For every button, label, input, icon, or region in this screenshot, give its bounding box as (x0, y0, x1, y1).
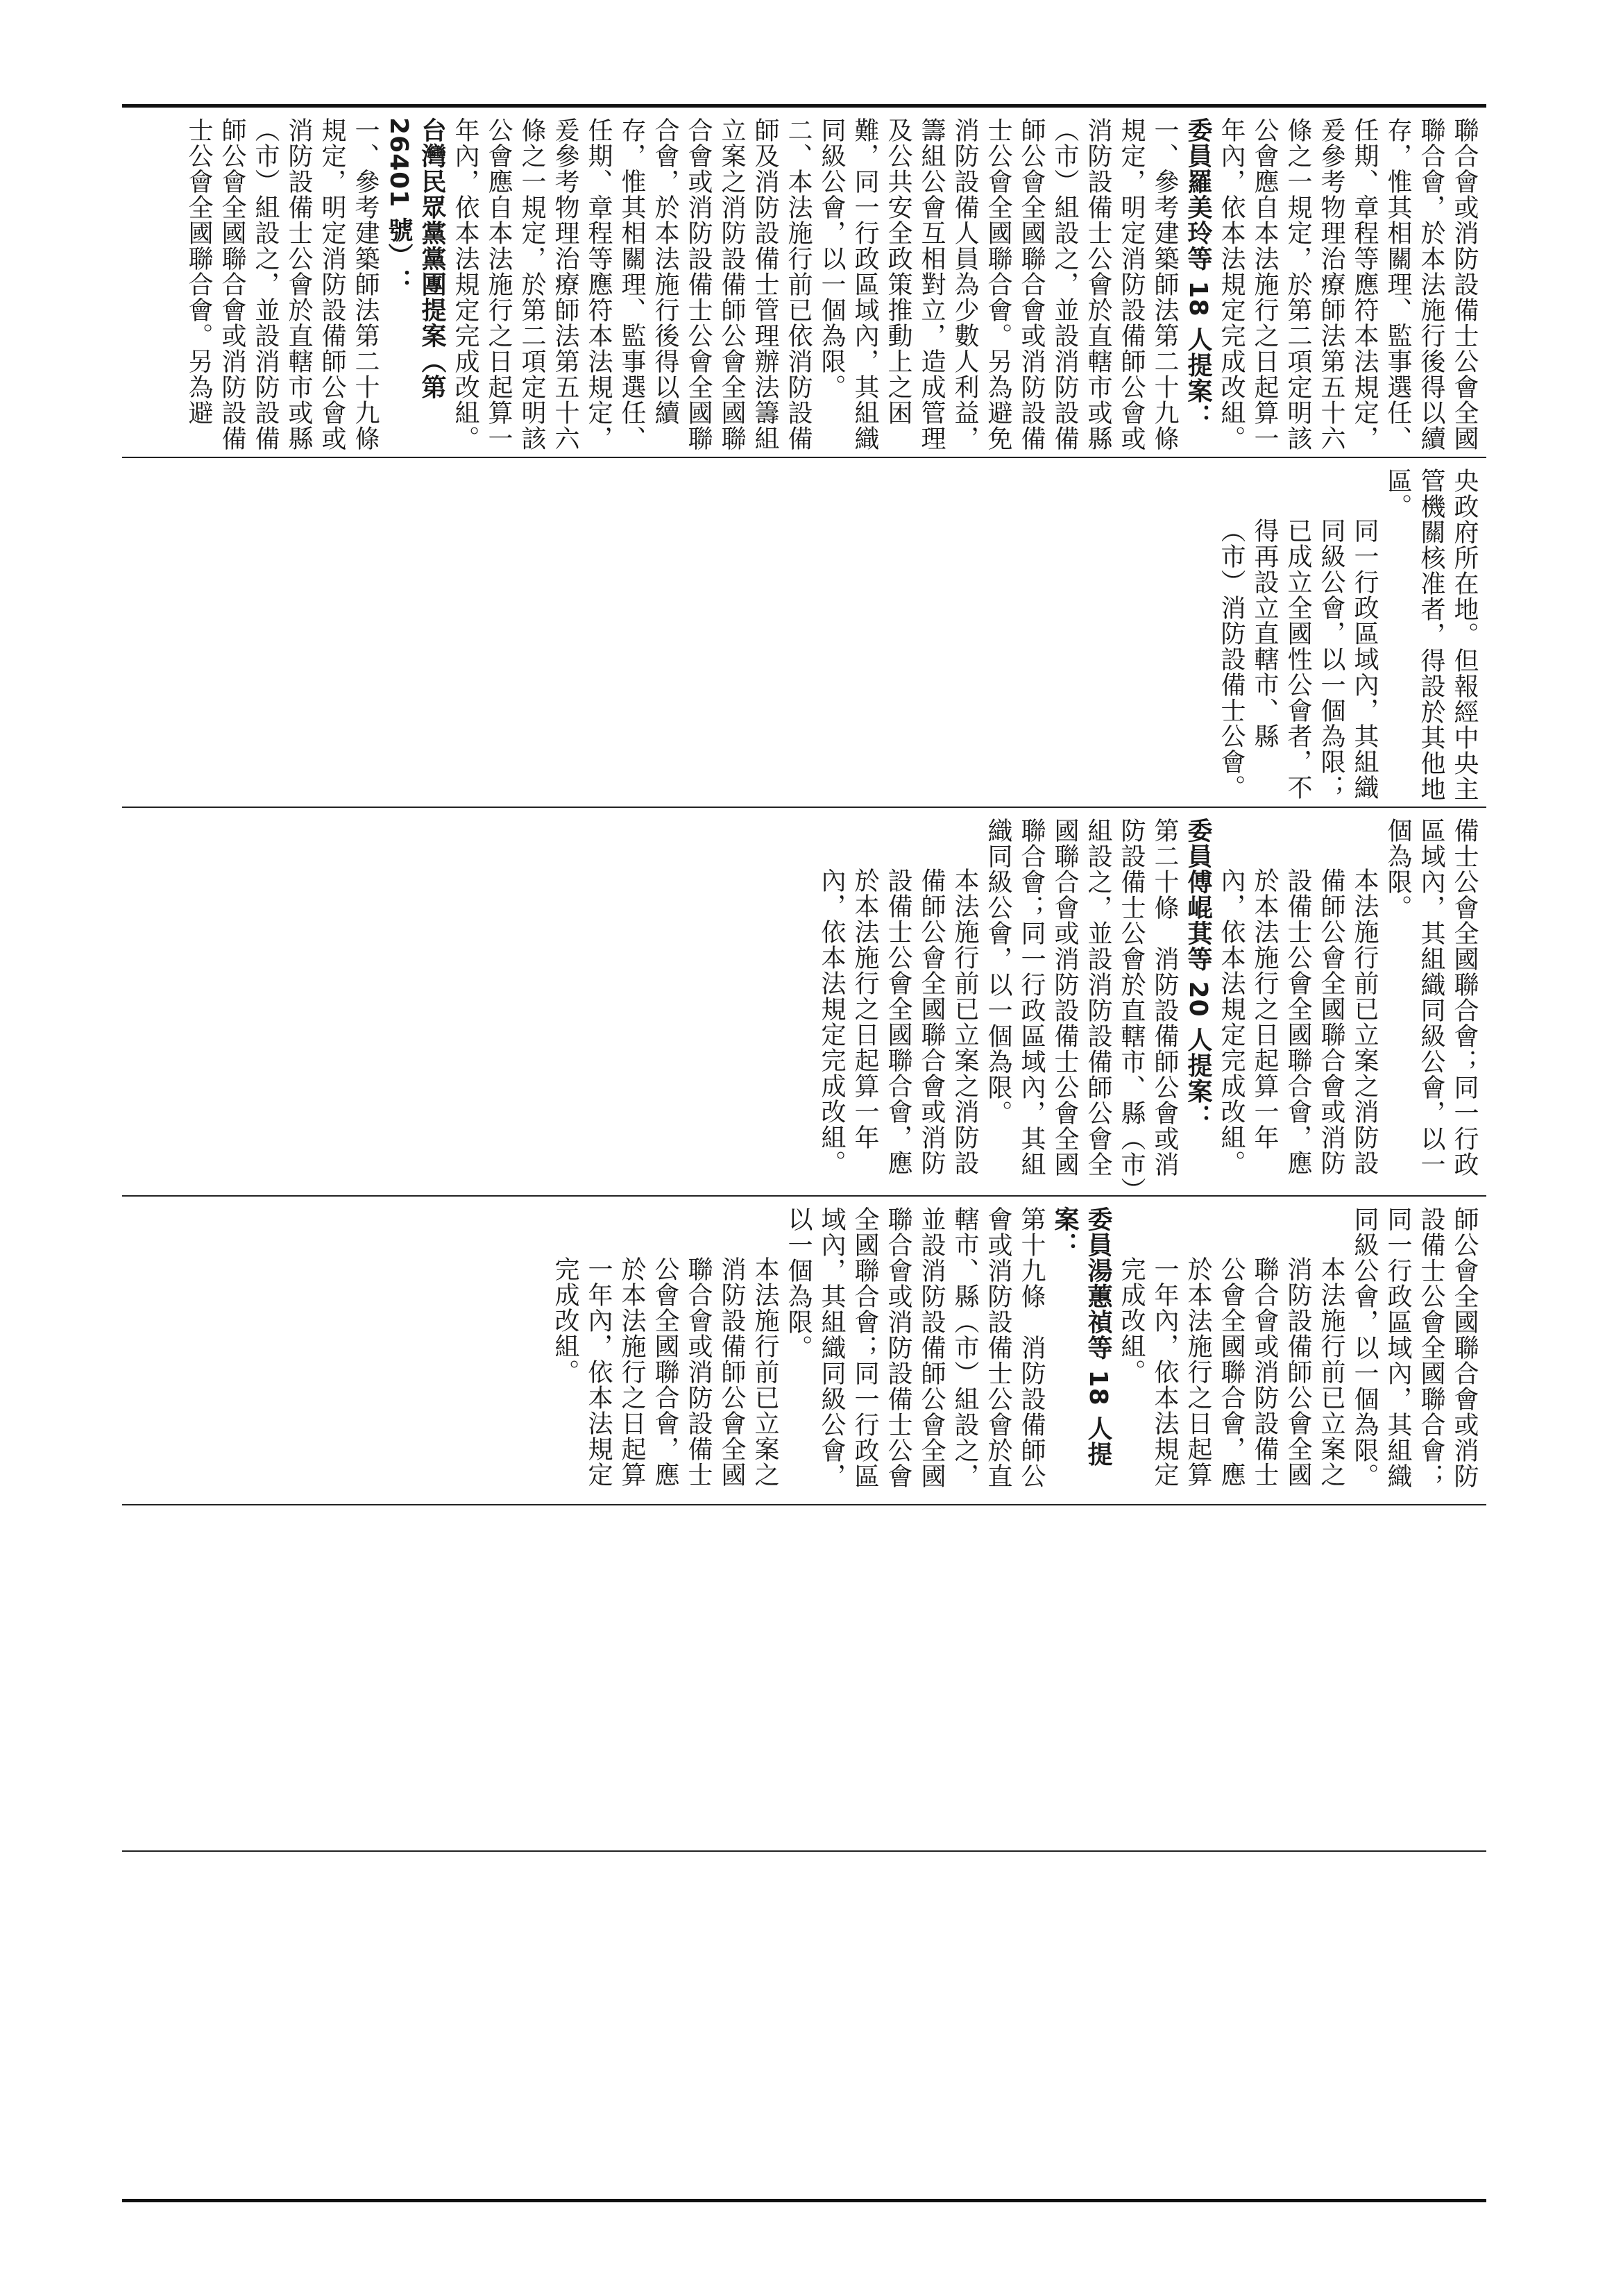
table-row-empty (122, 1505, 1486, 1850)
paragraph: 本法施行前已立案之消防設備師公會全國聯合會或消防設備士公會全國聯合會，應於本法施行之日起算一年內，依本法規定完成改組。 (1117, 1256, 1345, 1487)
paragraph: 本法施行前已立案之消防設備師公會全國聯合會或消防設備士公會全國聯合會，應於本法施行之日起算一年內，依本法規定完成改組。 (817, 868, 979, 1176)
paragraph: 本法施行前已立案之消防設備師公會全國聯合會或消防設備士公會全國聯合會，應於本法施行之日起算一年內，依本法規定完成改組。 (1217, 868, 1379, 1176)
column-text (182, 108, 1481, 457)
paragraph: 第二十條 消防設備師公會或消防設備士公會於直轄市、縣（市）組設之，並設消防設備師公會全國聯合會或消防設備士公會全國聯合會；同一行政區域內，其組織同級公會，以一個為限。 (984, 818, 1179, 1190)
proposal-heading: 委員傅崐萁等 20 人提案： (1184, 818, 1212, 1130)
table-row-review (122, 458, 1486, 807)
proposal-heading: 委員湯蕙禎等 18 人提案： (1051, 1206, 1112, 1467)
table-row-explanation (122, 108, 1486, 457)
paragraph: 同一行政區域內，其組織同級公會，以一個為限；已成立全國性公會者，不得再設立直轄市、縣（市）消防設備士公會。 (1217, 518, 1379, 800)
paragraph: 聯合會或消防設備士公會全國聯合會，於本法施行後得以續存，惟其相關理、監事選任、任期、章程等應符本法規定，爰參考物理治療師法第五十六條之一規定，於第二項定明該公會應自本法施行之日起算一年內，依本法規定完成改組。 (1217, 117, 1479, 451)
column-text (815, 808, 1481, 1195)
paragraph: 本法施行前已立案之消防設備師公會全國聯合會或消防設備士公會全國聯合會，應於本法施行之日起算一年內，依本法規定完成改組。 (551, 1256, 779, 1487)
paragraph: 師公會全國聯合會或消防設備士公會全國聯合會；同一行政區域內，其組織同級公會，以一個為限。 (1350, 1206, 1479, 1489)
paragraph: 一、參考建築師法第二十九條規定，明定消防設備師公會或消防設備士公會於直轄市或縣（市）組設之，並設消防設備師公會全國聯合會或消防設備士公會全國聯合會。另為避免消防設備人員為少數人利益，籌組公會互相對立，造成管理及公共安全政策推動上之困難，同一行政區域內，其組織同級公會，以一個為限。 (817, 117, 1179, 451)
table-row-proposal-b (122, 1197, 1486, 1504)
bottom-rule (122, 2199, 1486, 2202)
paragraph: 央政府所在地。但報經中央主管機關核准者，得設於其他地區。 (1384, 468, 1479, 802)
column-text (548, 1197, 1481, 1504)
column-text (1214, 458, 1481, 807)
paragraph: 一、參考建築師法第二十九條規定，明定消防設備師公會或消防設備士公會於直轄市或縣（市）組設之，並設消防設備師公會全國聯合會或消防設備士公會全國聯合會。另為避 (185, 117, 380, 451)
proposal-heading: 台灣民眾黨黨團提案（第 26401 號）： (384, 117, 446, 410)
paragraph: 二、本法施行前已依消防設備師及消防設備士管理辦法籌組立案之消防設備師公會全國聯合會或消防設備士公會全國聯合會，於本法施行後得以續存，惟其相關理、監事選任、任期、章程等應符本法規定，爰參考物理治療師法第五十六條之一規定，於第二項定明該公會應自本法施行之日起算一年內，依本法規定完成改組。 (451, 117, 813, 451)
proposal-heading: 委員羅美玲等 18 人提案： (1184, 117, 1212, 430)
paragraph: 備士公會全國聯合會；同一行政區域內，其組織同級公會，以一個為限。 (1384, 818, 1479, 1177)
row-separator (122, 1850, 1486, 1852)
table-row-proposal-a (122, 808, 1486, 1195)
paragraph: 第十九條 消防設備師公會或消防設備士公會於直轄市、縣（市）組設之，並設消防設備師公會全國聯合會或消防設備士公會全國聯合會；同一行政區域內，其組織同級公會，以一個為限。 (784, 1206, 1046, 1489)
